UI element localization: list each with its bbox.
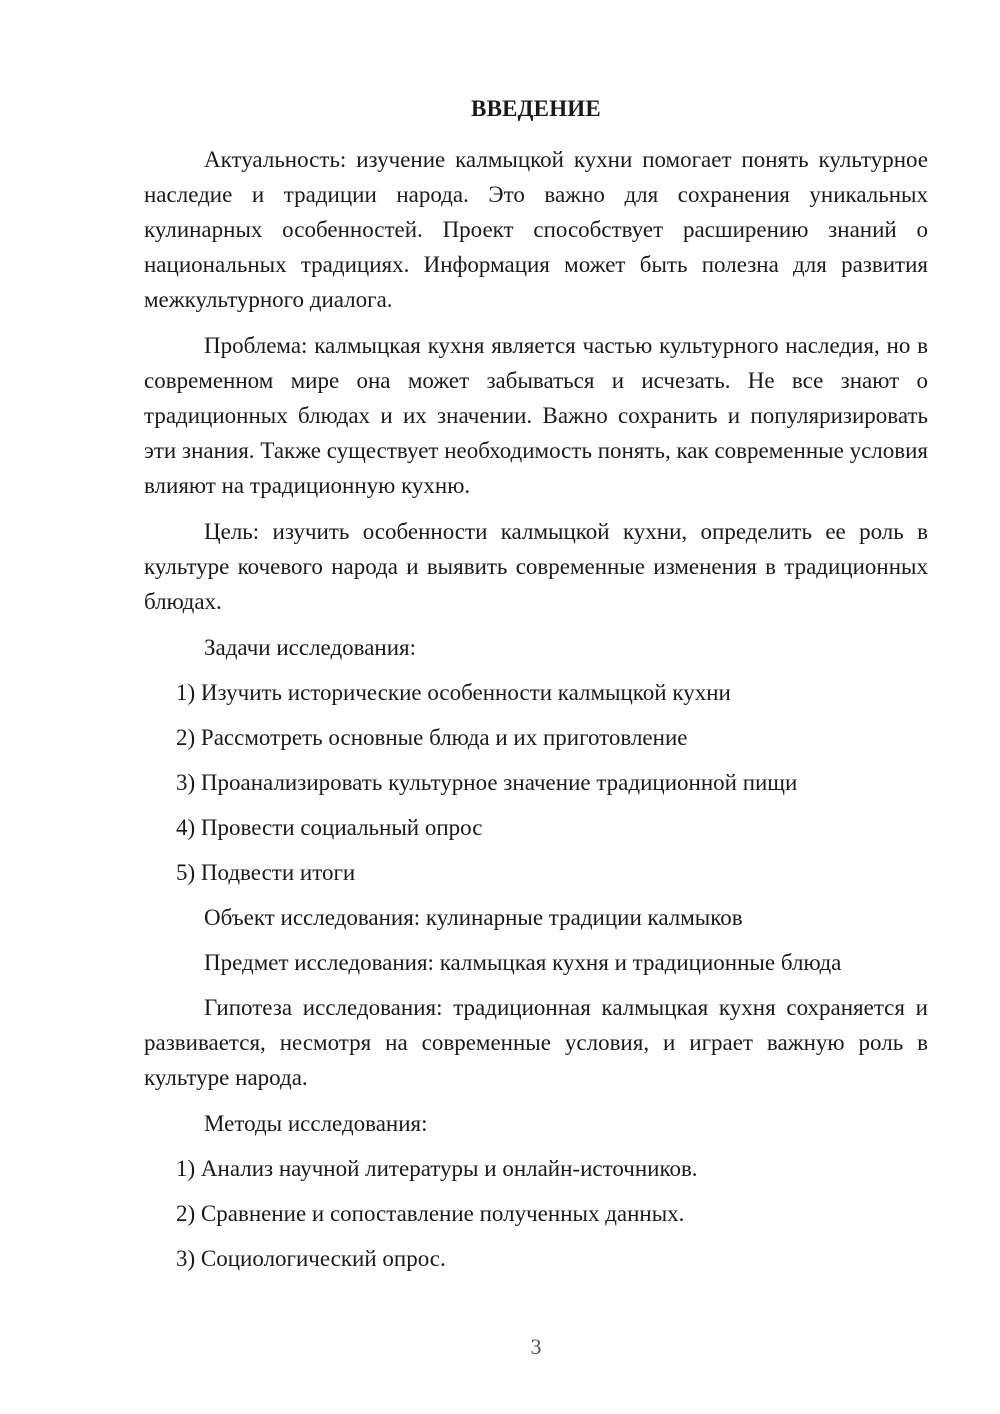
body-text [144, 142, 928, 1286]
relevance-paragraph: Актуальность: изучение калмыцкой кухни помогает понять культурное наследие и традиции народа. Это важно для сохранения уникальных кулинарных особенностей. Проект способствует расширению знаний о национальных традициях. Информация может быть полезна для развития межкультурного диалога. [144, 147, 928, 312]
goal-paragraph: Цель: изучить особенности калмыцкой кухни, определить ее роль в культуре кочевого народа и выявить современные изменения в традиционных блюдах. [144, 519, 928, 614]
methods-list [144, 1151, 928, 1276]
list-item: 3) Социологический опрос. [176, 1246, 446, 1271]
list-item: 1) Анализ научной литературы и онлайн-источников. [176, 1156, 698, 1181]
research-object: Объект исследования: кулинарные традиции калмыков [204, 905, 743, 930]
list-item: 4) Провести социальный опрос [176, 815, 483, 840]
page-title: ВВЕДЕНИЕ [471, 96, 601, 121]
tasks-list [144, 675, 928, 890]
tasks-label: Задачи исследования: [204, 635, 417, 660]
page-number: 3 [530, 1334, 542, 1359]
list-item: 2) Сравнение и сопоставление полученных данных. [176, 1201, 685, 1226]
list-item: 2) Рассмотреть основные блюда и их приготовление [176, 725, 688, 750]
list-item: 5) Подвести итоги [176, 860, 356, 885]
methods-label: Методы исследования: [204, 1111, 428, 1136]
problem-paragraph: Проблема: калмыцкая кухня является частью культурного наследия, но в современном мире она может забываться и исчезать. Не все знают о традиционных блюдах и их значении. Важно сохранить и популяризировать эти знания. Также существует необходимость понять, как современные условия влияют на традиционную кухню. [144, 333, 928, 498]
hypothesis-paragraph: Гипотеза исследования: традиционная калмыцкая кухня сохраняется и развивается, несмотря на современные условия, и играет важную роль в культуре народа. [144, 995, 928, 1090]
research-subject: Предмет исследования: калмыцкая кухня и традиционные блюда [204, 950, 842, 975]
list-item: 1) Изучить исторические особенности калмыцкой кухни [176, 680, 731, 705]
list-item: 3) Проанализировать культурное значение традиционной пищи [176, 770, 798, 795]
